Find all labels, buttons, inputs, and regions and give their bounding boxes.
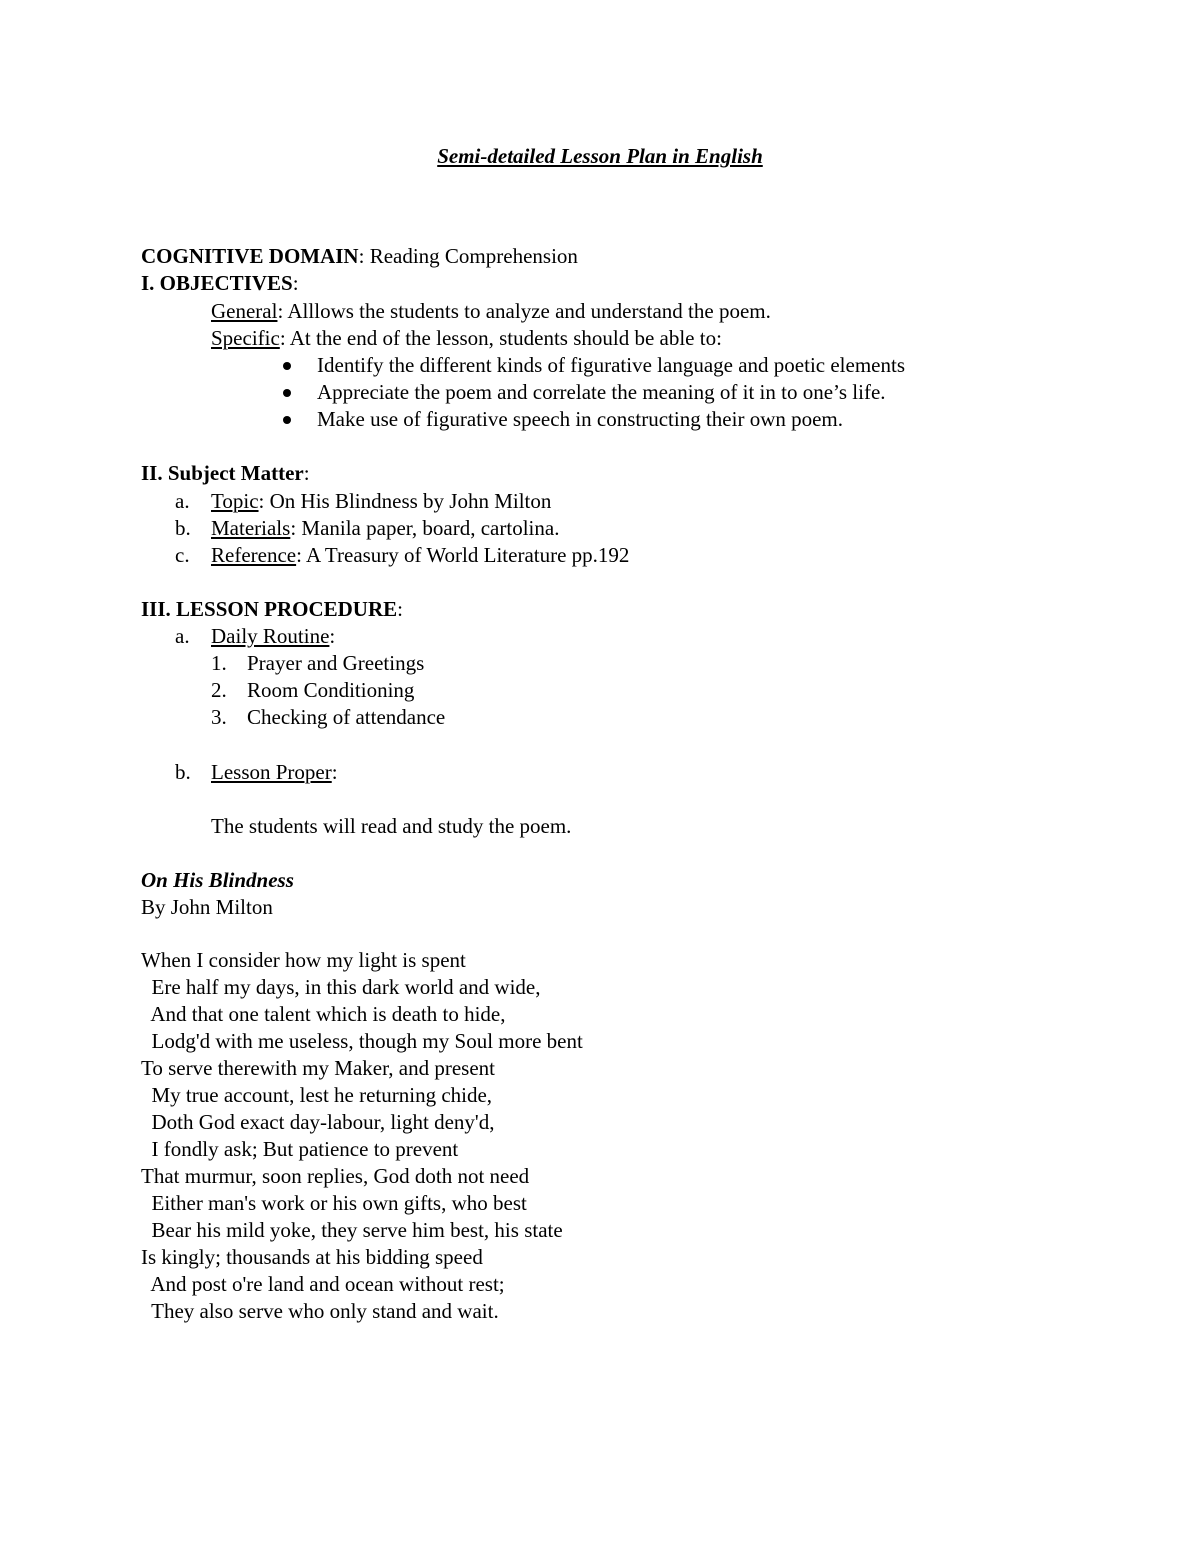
subject-matter-item-text (211, 488, 551, 515)
routine-item (211, 650, 811, 677)
routine-text: Room Conditioning (247, 678, 415, 702)
list-marker: b. (175, 516, 191, 540)
daily-routine-colon: : (329, 624, 336, 648)
list-marker: b. (175, 760, 191, 784)
lesson-proper-label: Lesson Proper (211, 760, 332, 784)
objective-bullet-item (283, 406, 1083, 433)
routine-item (211, 677, 811, 704)
routine-number: 3. (211, 705, 227, 729)
poem-line: Ere half my days, in this dark world and wide, (141, 975, 541, 999)
general-label: General (211, 299, 278, 323)
lesson-proper-heading (211, 759, 338, 786)
bullet-icon (283, 416, 291, 424)
subject-matter-heading-line (141, 460, 310, 487)
lesson-proper-colon: : (331, 760, 338, 784)
poem-line: And post o're land and ocean without rest; (141, 1272, 505, 1296)
subject-matter-colon: : (303, 461, 310, 485)
objective-bullet-item (283, 352, 1083, 379)
list-marker: a. (175, 624, 190, 648)
subject-matter-item (175, 515, 875, 542)
daily-routine-label: Daily Routine (211, 624, 330, 648)
procedure-heading-line (141, 596, 403, 623)
poem-line: My true account, lest he returning chide, (141, 1083, 493, 1107)
poem-line: To serve therewith my Maker, and present (141, 1056, 495, 1080)
general-objective (211, 298, 771, 325)
routine-text: Prayer and Greetings (247, 651, 425, 675)
poem-line: And that one talent which is death to hide, (141, 1002, 506, 1026)
objective-bullet-text: Make use of figurative speech in constructing their own poem. (317, 407, 844, 431)
subject-matter-item-text (211, 515, 559, 542)
list-marker: c. (175, 543, 190, 567)
procedure-colon: : (397, 597, 403, 621)
objective-bullet-text: Appreciate the poem and correlate the meaning of it in to one’s life. (317, 380, 886, 404)
cognitive-domain-label: COGNITIVE DOMAIN (141, 244, 359, 268)
materials-label: Materials (211, 516, 291, 540)
objectives-heading-line (141, 270, 299, 297)
poem-author: By John Milton (141, 895, 273, 919)
poem-line: When I consider how my light is spent (141, 948, 466, 972)
poem-line: Is kingly; thousands at his bidding speed (141, 1245, 483, 1269)
specific-objective (211, 325, 722, 352)
materials-text: : Manila paper, board, cartolina. (290, 516, 560, 540)
specific-label: Specific (211, 326, 280, 350)
bullet-icon (283, 362, 291, 370)
lesson-proper-text: The students will read and study the poem. (211, 814, 572, 838)
subject-matter-item-text (211, 542, 629, 569)
poem-line: Lodg'd with me useless, though my Soul more bent (141, 1029, 583, 1053)
daily-routine-item (175, 623, 875, 650)
routine-number: 2. (211, 678, 227, 702)
poem-title: On His Blindness (141, 868, 294, 892)
objective-bullet-item (283, 379, 1083, 406)
routine-number: 1. (211, 651, 227, 675)
reference-text: : A Treasury of World Literature pp.192 (296, 543, 630, 567)
daily-routine-heading (211, 623, 335, 650)
specific-text: : At the end of the lesson, students should be able to: (279, 326, 722, 350)
bullet-icon (283, 389, 291, 397)
topic-label: Topic (211, 489, 259, 513)
poem-line: Doth God exact day-labour, light deny'd, (141, 1110, 495, 1134)
objectives-heading: I. OBJECTIVES (141, 271, 293, 295)
list-marker: a. (175, 489, 190, 513)
subject-matter-heading: II. Subject Matter (141, 461, 304, 485)
topic-text: : On His Blindness by John Milton (258, 489, 552, 513)
routine-item (211, 704, 811, 731)
general-text: : Alllows the students to analyze and understand the poem. (277, 299, 771, 323)
routine-text: Checking of attendance (247, 705, 446, 729)
objective-bullet-text: Identify the different kinds of figurative language and poetic elements (317, 353, 905, 377)
subject-matter-item (175, 542, 875, 569)
poem-line: They also serve who only stand and wait. (141, 1299, 499, 1323)
objectives-colon: : (292, 271, 299, 295)
poem-line: I fondly ask; But patience to prevent (141, 1137, 459, 1161)
cognitive-domain-line (141, 243, 578, 270)
poem-line: Either man's work or his own gifts, who best (141, 1191, 527, 1215)
poem-line: That murmur, soon replies, God doth not need (141, 1164, 530, 1188)
subject-matter-item (175, 488, 875, 515)
lesson-proper-item (175, 759, 875, 786)
poem-line: Bear his mild yoke, they serve him best, his state (141, 1218, 563, 1242)
cognitive-domain-value: : Reading Comprehension (358, 244, 578, 268)
document-title: Semi-detailed Lesson Plan in English (437, 144, 763, 168)
procedure-heading: III. LESSON PROCEDURE (141, 597, 398, 621)
reference-label: Reference (211, 543, 297, 567)
